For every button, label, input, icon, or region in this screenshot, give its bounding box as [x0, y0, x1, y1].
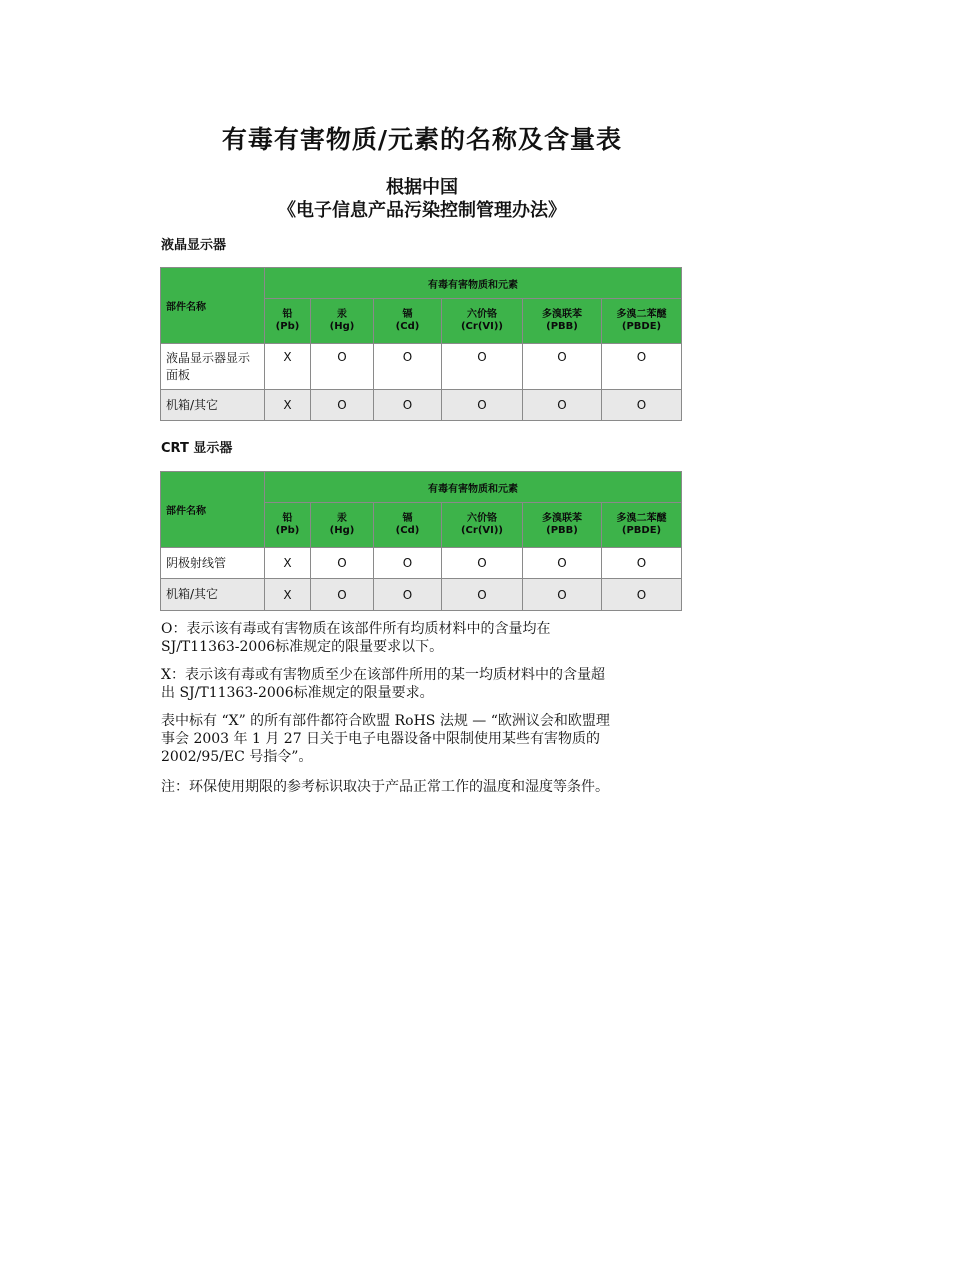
- substance-header-pbb: 多溴联苯 (PBB): [523, 299, 602, 344]
- mark-cell: O: [442, 579, 523, 611]
- mark-cell: O: [442, 548, 523, 579]
- mark-cell: X: [265, 390, 311, 421]
- mark-cell: O: [374, 390, 442, 421]
- substance-header-cr6: 六价铬 (Cr(VI)): [442, 503, 523, 548]
- mark-cell: O: [602, 344, 682, 390]
- mark-cell: O: [523, 390, 602, 421]
- mark-cell: O: [602, 579, 682, 611]
- mark-cell: O: [602, 548, 682, 579]
- note-x-definition: X：表示该有毒或有害物质至少在该部件所用的某一均质材料中的含量超 出 SJ/T11363-2006标准规定的限量要求。: [161, 667, 605, 701]
- mark-cell: O: [311, 579, 374, 611]
- mark-cell: O: [311, 548, 374, 579]
- mark-cell: O: [523, 344, 602, 390]
- mark-cell: O: [523, 548, 602, 579]
- mark-cell: O: [374, 579, 442, 611]
- substance-group-header: 有毒有害物质和元素: [265, 268, 682, 299]
- substance-header-hg: 汞 (Hg): [311, 503, 374, 548]
- substance-header-pb: 铅 (Pb): [265, 299, 311, 344]
- substance-header-pbde: 多溴二苯醚 (PBDE): [602, 503, 682, 548]
- mark-cell: X: [265, 344, 311, 390]
- part-name-header: 部件名称: [161, 472, 265, 548]
- substance-header-hg: 汞 (Hg): [311, 299, 374, 344]
- table-row: [161, 579, 682, 611]
- part-name-cell: 液晶显示器显示 面板: [161, 344, 265, 390]
- part-name-header: 部件名称: [161, 268, 265, 344]
- substance-table-lcd: [160, 267, 682, 421]
- note-o-definition: O：表示该有毒或有害物质在该部件所有均质材料中的含量均在 SJ/T11363-2006标准规定的限量要求以下。: [161, 621, 551, 655]
- part-name-cell: 阴极射线管: [161, 548, 265, 579]
- section-label-crt: CRT 显示器: [161, 441, 233, 456]
- substance-table-crt: [160, 471, 682, 611]
- substance-group-header: 有毒有害物质和元素: [265, 472, 682, 503]
- page-subtitle: 根据中国: [386, 177, 458, 198]
- table-row: [161, 548, 682, 579]
- substance-header-pb: 铅 (Pb): [265, 503, 311, 548]
- substance-header-cd: 镉 (Cd): [374, 503, 442, 548]
- note-rohs-compliance: 表中标有 “X” 的所有部件都符合欧盟 RoHS 法规 — “欧洲议会和欧盟理 事会 2003 年 1 月 27 日关于电子电器设备中限制使用某些有害物质的 2002/95/EC 号指令”。: [161, 713, 610, 765]
- mark-cell: O: [374, 548, 442, 579]
- substance-header-cr6: 六价铬 (Cr(VI)): [442, 299, 523, 344]
- mark-cell: X: [265, 548, 311, 579]
- section-label-lcd: 液晶显示器: [161, 238, 227, 253]
- part-name-cell: 机箱/其它: [161, 579, 265, 611]
- substance-header-pbb: 多溴联苯 (PBB): [523, 503, 602, 548]
- page-title: 有毒有害物质/元素的名称及含量表: [221, 125, 623, 154]
- mark-cell: X: [265, 579, 311, 611]
- regulation-title: 《电子信息产品污染控制管理办法》: [278, 200, 566, 221]
- note-environment-period: 注：环保使用期限的参考标识取决于产品正常工作的温度和湿度等条件。: [161, 779, 609, 795]
- mark-cell: O: [602, 390, 682, 421]
- mark-cell: O: [311, 390, 374, 421]
- mark-cell: O: [311, 344, 374, 390]
- mark-cell: O: [442, 390, 523, 421]
- part-name-cell: 机箱/其它: [161, 390, 265, 421]
- substance-header-cd: 镉 (Cd): [374, 299, 442, 344]
- mark-cell: O: [523, 579, 602, 611]
- mark-cell: O: [442, 344, 523, 390]
- substance-header-pbde: 多溴二苯醚 (PBDE): [602, 299, 682, 344]
- table-row: [161, 390, 682, 421]
- mark-cell: O: [374, 344, 442, 390]
- table-row: [161, 344, 682, 390]
